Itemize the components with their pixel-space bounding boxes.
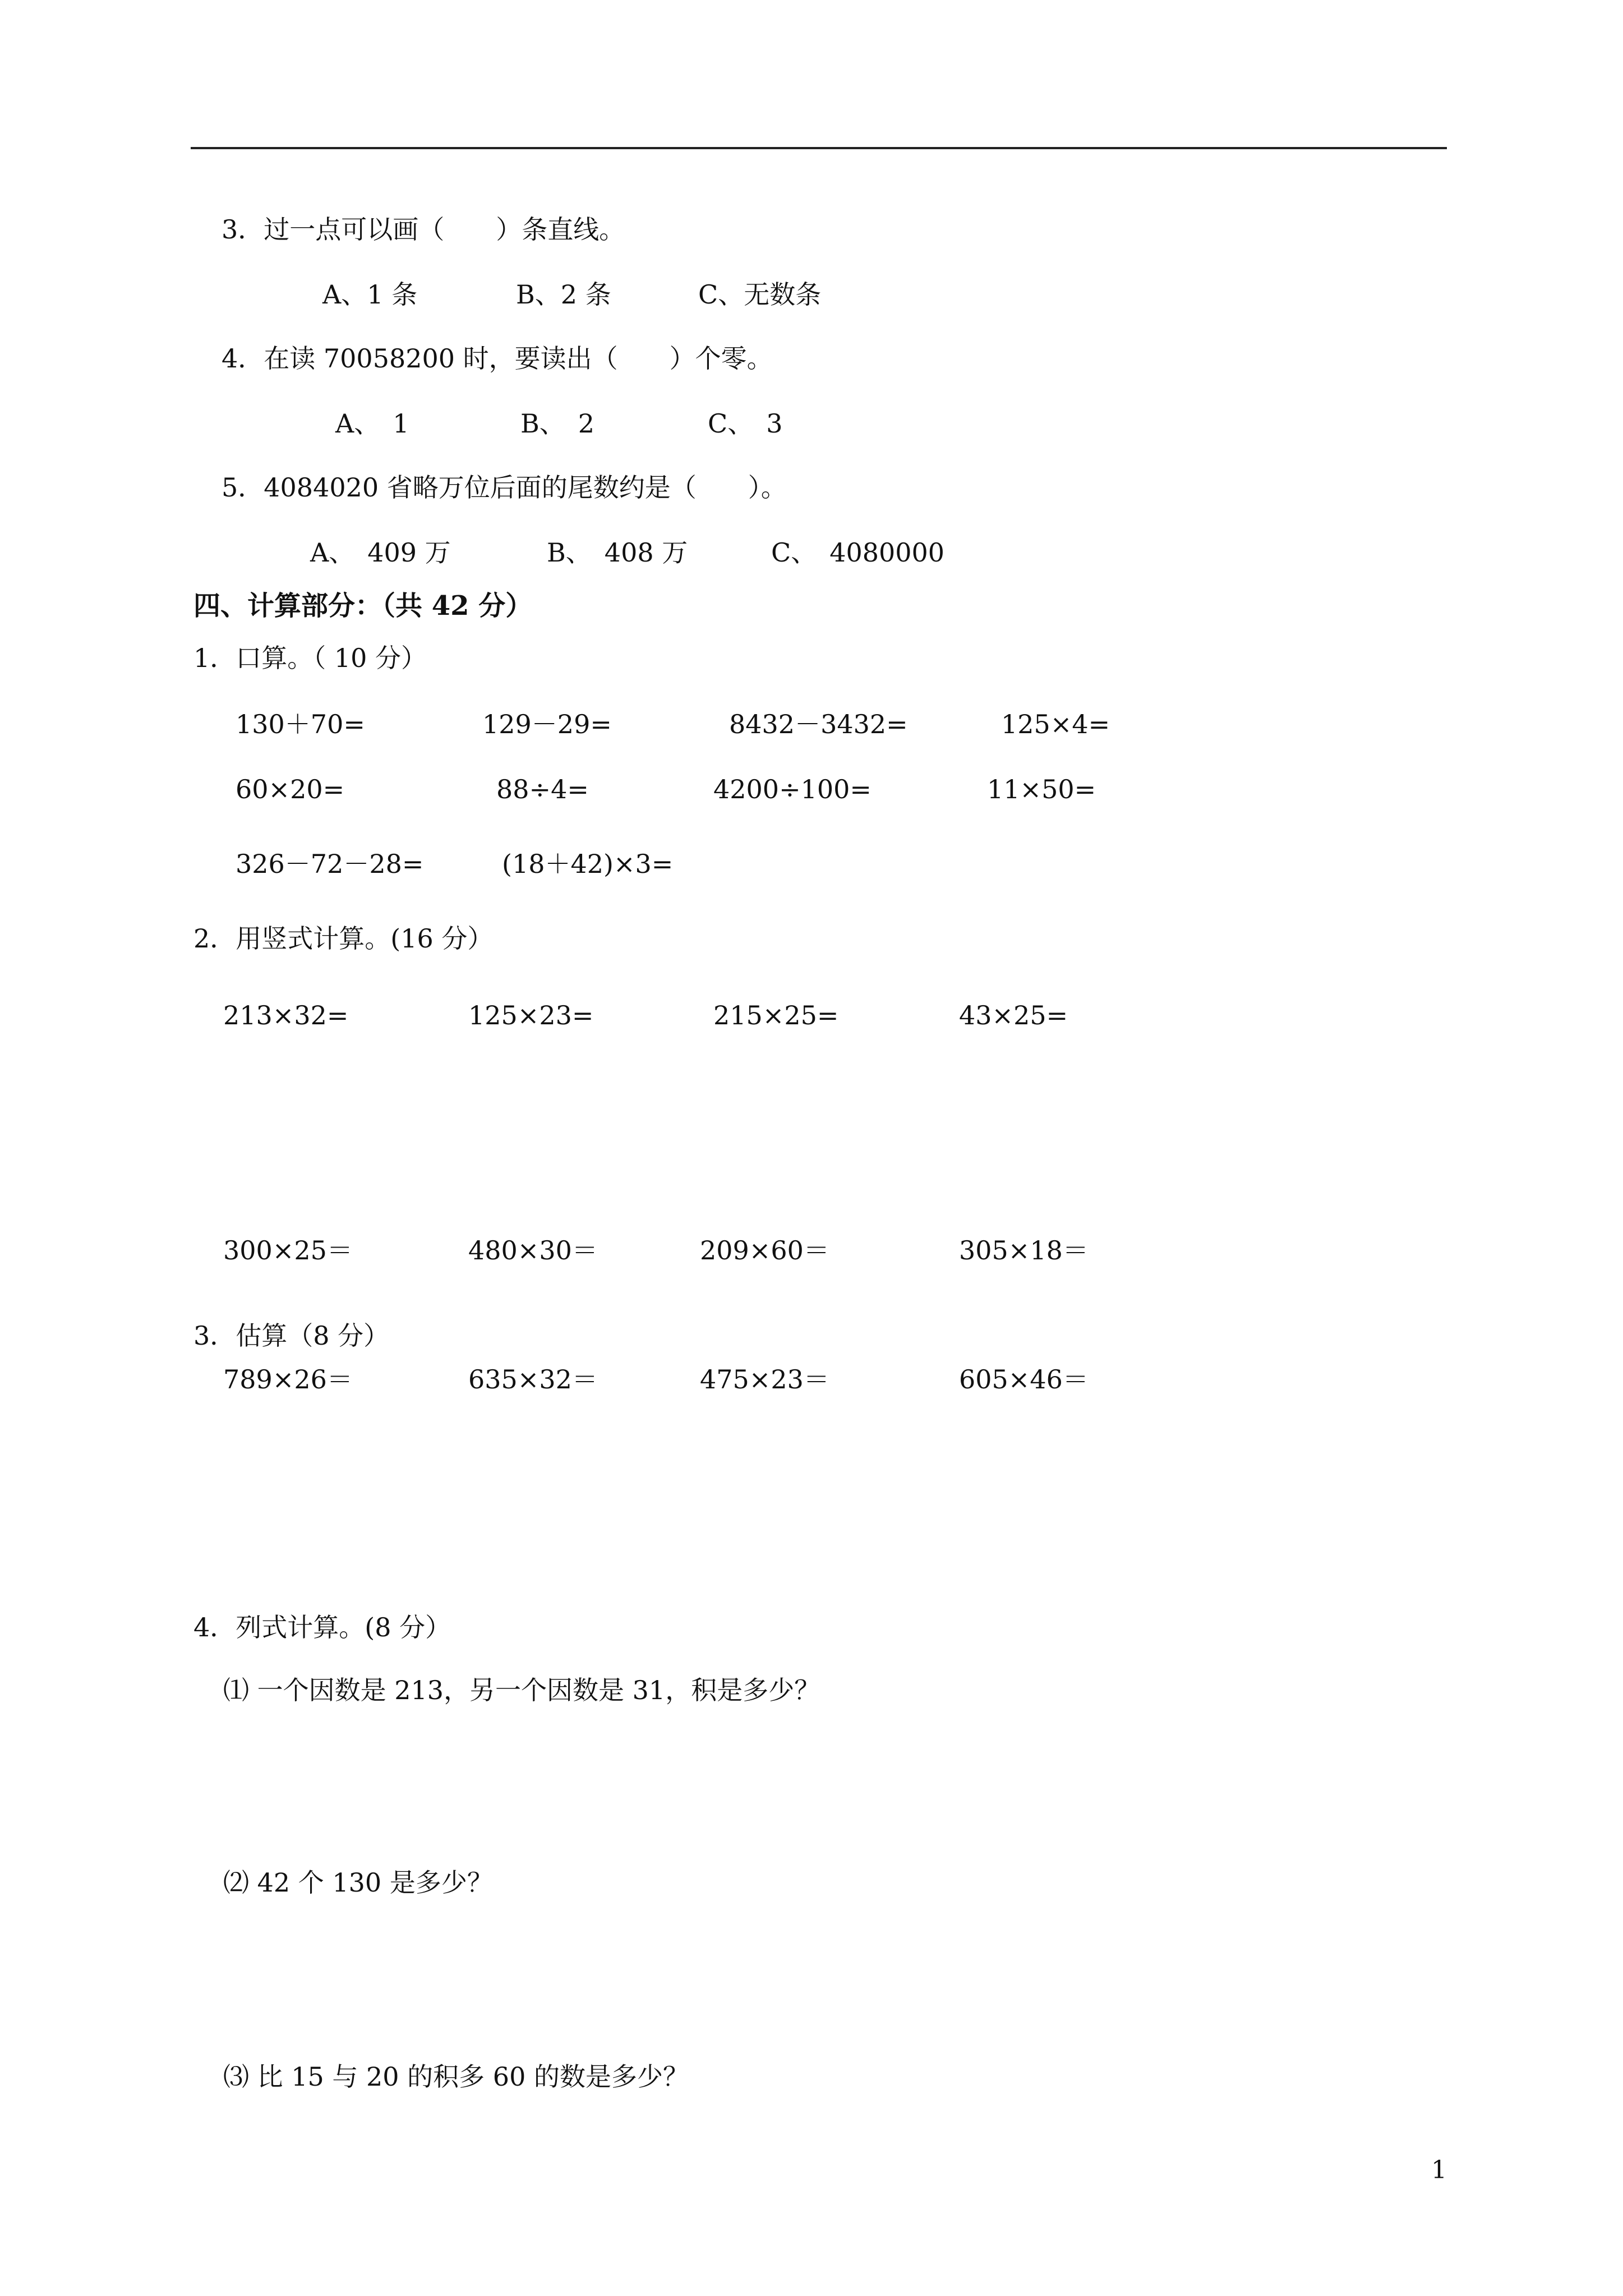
question-3-option-b: B、2 条 [516, 279, 611, 310]
question-4-option-a: A、 1 [335, 408, 409, 439]
estimate-item: 635×32＝ [468, 1364, 598, 1395]
vertical-calc-item: 215×25= [713, 1000, 839, 1030]
formula-question-2: ⑵ 42 个 130 是多少？ [223, 1867, 493, 1898]
question-4-stem: 4．在读 70058200 时，要读出（ ）个零。 [222, 343, 773, 374]
formula-calc-title: 4．列式计算。(8 分） [193, 1612, 451, 1642]
oral-calc-item: (18＋42)×3= [502, 849, 674, 879]
vertical-calc-item: 209×60＝ [700, 1235, 829, 1266]
question-3-option-a: A、1 条 [322, 279, 418, 310]
vertical-calc-title: 2．用竖式计算。(16 分） [193, 923, 494, 954]
vertical-calc-item: 213×32= [223, 1000, 349, 1030]
vertical-calc-item: 305×18＝ [959, 1235, 1089, 1266]
formula-question-3: ⑶ 比 15 与 20 的积多 60 的数是多少？ [223, 2062, 689, 2092]
oral-calc-item: 326－72－28= [236, 849, 424, 879]
vertical-calc-item: 300×25＝ [223, 1235, 353, 1266]
oral-calc-item: 88÷4= [496, 774, 589, 804]
oral-calc-item: 8432－3432= [729, 709, 908, 739]
page-number: 1 [1431, 2156, 1447, 2184]
oral-calc-item: 125×4= [1001, 709, 1110, 739]
oral-calc-item: 129－29= [482, 709, 612, 739]
formula-question-1: ⑴ 一个因数是 213，另一个因数是 31，积是多少？ [223, 1675, 820, 1705]
oral-calc-item: 130＋70= [236, 709, 365, 739]
vertical-calc-item: 480×30＝ [468, 1235, 598, 1266]
question-4-option-c: C、 3 [708, 408, 783, 439]
question-5-option-b: B、 408 万 [547, 537, 688, 568]
estimate-title: 3．估算（8 分） [193, 1320, 390, 1351]
oral-calc-title: 1．口算。（ 10 分） [193, 643, 427, 673]
question-5-stem: 5．4084020 省略万位后面的尾数约是（ ）。 [222, 472, 787, 503]
vertical-calc-item: 125×23= [468, 1000, 594, 1030]
header-rule [191, 147, 1447, 149]
question-4-option-b: B、 2 [520, 408, 595, 439]
estimate-item: 789×26＝ [223, 1364, 353, 1395]
question-5-option-c: C、 4080000 [771, 537, 945, 568]
estimate-item: 475×23＝ [700, 1364, 829, 1395]
section-4-heading: 四、计算部分：（共 42 分） [193, 590, 533, 622]
question-3-option-c: C、无数条 [698, 279, 822, 310]
estimate-item: 605×46＝ [959, 1364, 1089, 1395]
question-5-option-a: A、 409 万 [310, 537, 451, 568]
question-3-stem: 3．过一点可以画（ ）条直线。 [222, 214, 625, 245]
oral-calc-item: 60×20= [236, 774, 345, 804]
vertical-calc-item: 43×25= [959, 1000, 1068, 1030]
oral-calc-item: 4200÷100= [713, 774, 872, 804]
oral-calc-item: 11×50= [987, 774, 1096, 804]
